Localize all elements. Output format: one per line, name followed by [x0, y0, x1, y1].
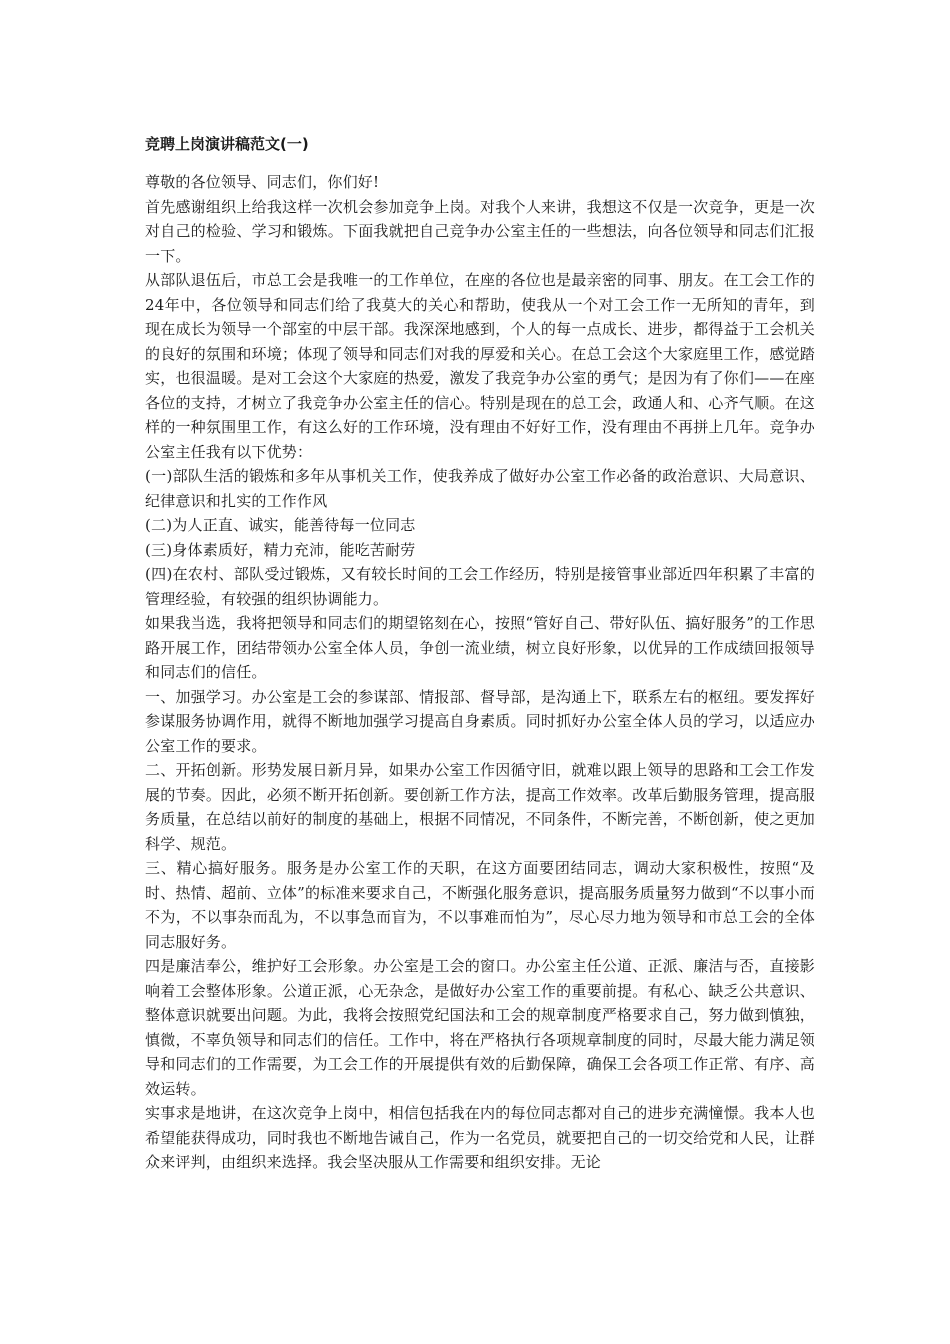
- paragraph-greeting: 尊敬的各位领导、同志们，你们好!: [145, 173, 380, 191]
- document-title: 竞聘上岗演讲稿范文(一): [145, 135, 309, 153]
- paragraph-advantage-4: (四)在农村、部队受过锻炼，又有较长时间的工会工作经历，特别是接管事业部近四年积累了丰富的管理经验，有较强的组织协调能力。: [145, 565, 815, 608]
- paragraph-service: 三、精心搞好服务。服务是办公室工作的天职，在这方面要团结同志，调动大家积极性，按照“及时、热情、超前、立体”的标准来要求自己，不断强化服务意识，提高服务质量努力做到“不以事小而不为，不以事杂而乱为，不以事急而盲为，不以事难而怕为”，尽心尽力地为领导和市总工会的全体同志服好务。: [145, 859, 815, 951]
- paragraph-plan: 如果我当选，我将把领导和同志们的期望铭刻在心，按照“管好自己、带好队伍、搞好服务”的工作思路开展工作，团结带领办公室全体人员，争创一流业绩，树立良好形象，以优异的工作成绩回报领导和同志们的信任。: [145, 614, 815, 681]
- paragraph-advantage-3: (三)身体素质好，精力充沛，能吃苦耐劳: [145, 540, 416, 559]
- paragraph-intro: 首先感谢组织上给我这样一次机会参加竞争上岗。对我个人来讲，我想这不仅是一次竞争，更是一次对自己的检验、学习和锻炼。下面我就把自己竞争办公室主任的一些想法，向各位领导和同志们汇报一下。: [145, 197, 815, 265]
- paragraph-advantage-1: (一)部队生活的锻炼和多年从事机关工作，使我养成了做好办公室工作必备的政治意识、大局意识、纪律意识和扎实的工作作风: [145, 467, 815, 510]
- paragraph-background: 从部队退伍后，市总工会是我唯一的工作单位，在座的各位也是最亲密的同事、朋友。在工会工作的24年中，各位领导和同志们给了我莫大的关心和帮助，使我从一个对工会工作一无所知的青年，到现在成长为领导一个部室的中层干部。我深深地感到，个人的每一点成长、进步，都得益于工会机关的良好的氛围和环境；体现了领导和同志们对我的厚爱和关心。在总工会这个大家庭里工作，感觉踏实，也很温暖。是对工会这个大家庭的热爱，激发了我竞争办公室的勇气；是因为有了你们——在座各位的支持，才树立了我竞争办公室主任的信心。特别是现在的总工会，政通人和、心齐气顺。在这样的一种氛围里工作，有这么好的工作环境，没有理由不好好工作，没有理由不再拼上几年。竞争办公室主任我有以下优势：: [145, 271, 815, 461]
- document-body: [145, 170, 815, 1175]
- paragraph-study: 一、加强学习。办公室是工会的参谋部、情报部、督导部，是沟通上下，联系左右的枢纽。要发挥好参谋服务协调作用，就得不断地加强学习提高自身素质。同时抓好办公室全体人员的学习，以适应办公室工作的要求。: [145, 687, 815, 755]
- paragraph-innovation: 二、开拓创新。形势发展日新月异，如果办公室工作因循守旧，就难以跟上领导的思路和工会工作发展的节奏。因此，必须不断开拓创新。要创新工作方法，提高工作效率。改革后勤服务管理，提高服务质量，在总结以前好的制度的基础上，根据不同情况，不同条件，不断完善，不断创新，使之更加科学、规范。: [145, 761, 815, 853]
- paragraph-advantage-2: (二)为人正直、诚实，能善待每一位同志: [145, 516, 416, 534]
- document-page: [145, 132, 815, 1175]
- paragraph-closing: 实事求是地讲，在这次竞争上岗中，相信包括我在内的每位同志都对自己的进步充满憧憬。我本人也希望能获得成功，同时我也不断地告诫自己，作为一名党员，就要把自己的一切交给党和人民，让群众来评判，由组织来选择。我会坚决服从工作需要和组织安排。无论: [145, 1104, 815, 1171]
- paragraph-integrity: 四是廉洁奉公，维护好工会形象。办公室是工会的窗口。办公室主任公道、正派、廉洁与否，直接影响着工会整体形象。公道正派，心无杂念，是做好办公室工作的重要前提。有私心、缺乏公共意识、整体意识就要出问题。为此，我将会按照党纪国法和工会的规章制度严格要求自己，努力做到慎独，慎微，不辜负领导和同志们的信任。工作中，将在严格执行各项规章制度的同时，尽最大能力满足领导和同志们的工作需要，为工会工作的开展提供有效的后勤保障，确保工会各项工作正常、有序、高效运转。: [145, 957, 815, 1098]
